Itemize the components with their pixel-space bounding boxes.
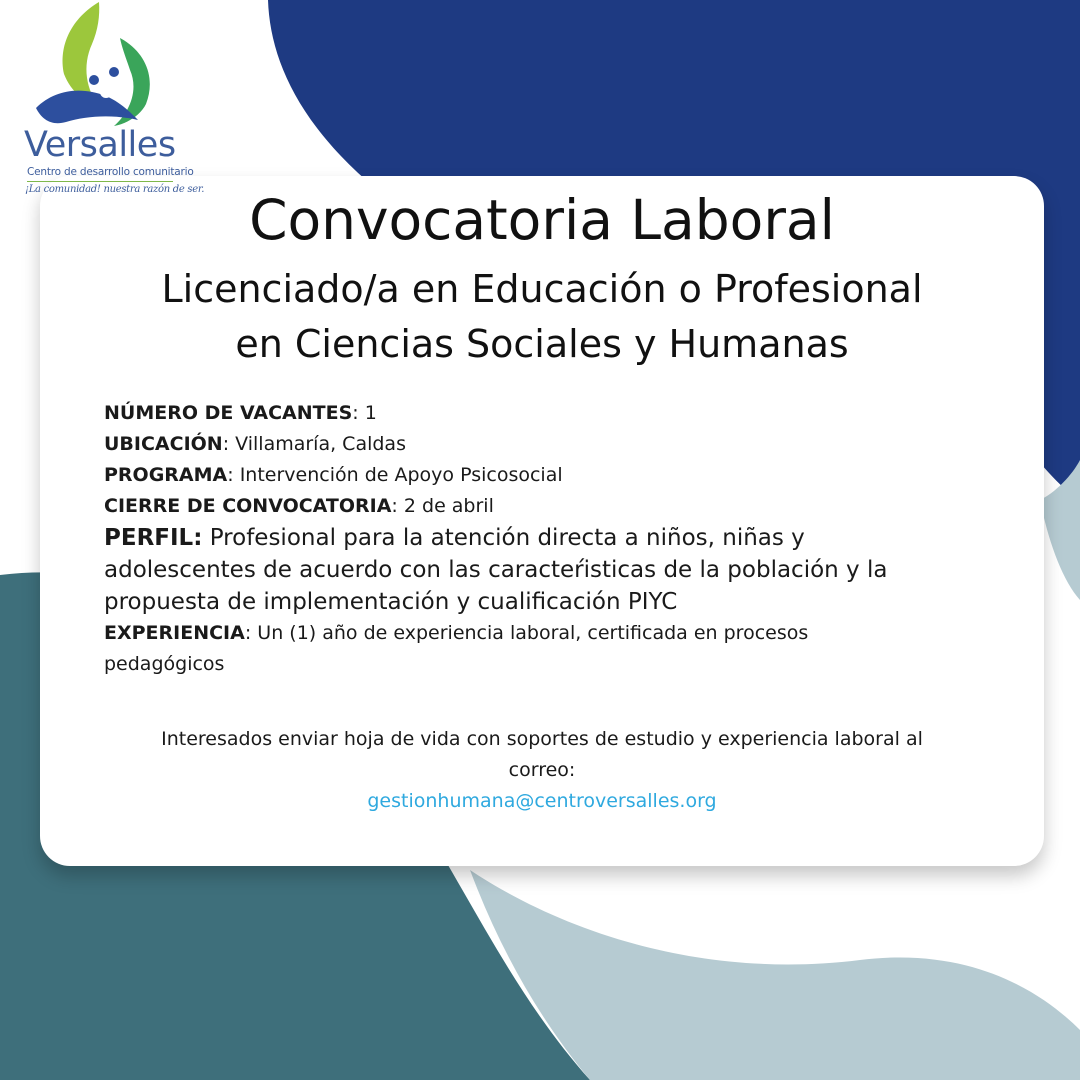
logo-subtitle: Centro de desarrollo comunitario	[27, 166, 194, 178]
subtitle-line-2: en Ciencias Sociales y Humanas	[235, 322, 849, 366]
perfil-line-2: adolescentes de acuerdo con las caracteŕisticas de la población y la	[104, 557, 888, 583]
position-subtitle	[40, 262, 1044, 372]
detail-vacantes: NÚMERO DE VACANTES: 1	[104, 402, 377, 424]
detail-ubicacion: UBICACIÓN: Villamaría, Caldas	[104, 433, 406, 455]
ubicacion-label: UBICACIÓN	[104, 433, 223, 455]
logo-name: Versalles	[24, 125, 176, 165]
experiencia-line-1: Un (1) año de experiencia laboral, certificada en procesos	[257, 622, 809, 644]
page-title: Convocatoria Laboral	[249, 188, 835, 252]
perfil-line-3: propuesta de implementación y cualificación PIYC	[104, 589, 678, 615]
cierre-value: 2 de abril	[403, 495, 494, 517]
programa-value: Intervención de Apoyo Psicosocial	[239, 464, 563, 486]
contact-email-link[interactable]: gestionhumana@centroversalles.org	[367, 790, 717, 812]
subtitle-line-1: Licenciado/a en Educación o Profesional	[161, 267, 923, 311]
detail-programa: PROGRAMA: Intervención de Apoyo Psicosocial	[104, 464, 563, 486]
perfil-line-1: Profesional para la atención directa a niños, niñas y	[209, 525, 805, 551]
logo-divider	[27, 181, 173, 182]
versalles-logo	[20, 0, 205, 205]
logo-emblem-icon	[34, 0, 179, 128]
ubicacion-value: Villamaría, Caldas	[235, 433, 406, 455]
contact-line-1: Interesados enviar hoja de vida con soportes de estudio y experiencia laboral al	[161, 728, 923, 750]
job-details	[104, 398, 1004, 680]
perfil-label: PERFIL:	[104, 525, 203, 551]
programa-label: PROGRAMA	[104, 464, 228, 486]
contact-line-2: correo:	[508, 759, 576, 781]
experiencia-label: EXPERIENCIA	[104, 622, 245, 644]
cierre-label: CIERRE DE CONVOCATORIA	[104, 495, 392, 517]
detail-perfil	[104, 522, 1004, 554]
experiencia-line-2: pedagógicos	[104, 653, 225, 675]
detail-experiencia: EXPERIENCIA: Un (1) año de experiencia laboral, certificada en procesos	[104, 622, 809, 644]
logo-tagline: ¡La comunidad! nuestra razón de ser.	[25, 184, 205, 195]
contact-info	[40, 724, 1044, 817]
detail-cierre: CIERRE DE CONVOCATORIA: 2 de abril	[104, 495, 494, 517]
vacantes-value: 1	[364, 402, 377, 424]
vacantes-label: NÚMERO DE VACANTES	[104, 402, 353, 424]
